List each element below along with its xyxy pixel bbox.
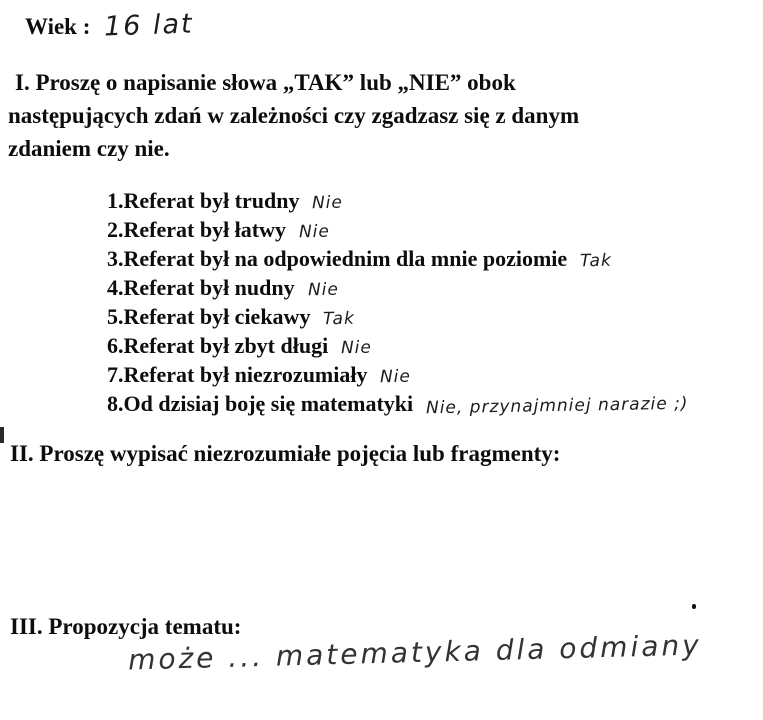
list-item <box>107 215 689 244</box>
item-answer-handwritten: Nie <box>341 337 373 359</box>
list-item <box>107 186 689 215</box>
section2-heading: II. Proszę wypisać niezrozumiałe pojęcia lub fragmenty: <box>10 441 561 466</box>
item-answer-handwritten: Tak <box>323 308 356 330</box>
list-item <box>107 302 689 331</box>
scan-edge-artifact <box>0 427 4 443</box>
list-item <box>107 244 689 273</box>
list-item <box>107 360 689 389</box>
item-label: 3.Referat był na odpowiednim dla mnie poziomie <box>107 246 568 271</box>
section3-answer-handwritten: może ... matematyka dla odmiany <box>127 628 703 677</box>
section1-heading-line: zdaniem czy nie. <box>8 136 170 161</box>
age-label: Wiek : <box>25 14 91 39</box>
item-answer-handwritten: Nie <box>380 366 412 388</box>
age-row <box>25 10 194 41</box>
section1-heading-line: I. Proszę o napisanie słowa „TAK” lub „NIE” obok <box>15 70 516 95</box>
item-label: 5.Referat był ciekawy <box>107 304 311 329</box>
section3-heading: III. Propozycja tematu: <box>10 614 242 639</box>
ink-speck <box>692 604 696 609</box>
item-answer-handwritten: Nie <box>312 192 344 214</box>
item-answer-handwritten: Nie, przynajmniej narazie ;) <box>425 393 689 419</box>
item-label: 6.Referat był zbyt długi <box>107 333 329 358</box>
item-answer-handwritten: Tak <box>579 250 613 272</box>
questionnaire-list <box>107 186 689 418</box>
list-item <box>107 331 689 360</box>
age-value-handwritten: 16 lat <box>103 8 195 43</box>
item-label: 8.Od dzisiaj boję się matematyki <box>107 391 414 416</box>
item-answer-handwritten: Nie <box>298 221 331 243</box>
item-answer-handwritten: Nie <box>307 279 339 301</box>
section1-heading-line: następujących zdań w zależności czy zgadzasz się z danym <box>8 103 580 128</box>
list-item <box>107 273 689 302</box>
item-label: 1.Referat był trudny <box>107 188 300 213</box>
item-label: 2.Referat był łatwy <box>107 217 287 242</box>
section1-heading <box>8 66 579 165</box>
list-item <box>107 389 689 418</box>
item-label: 7.Referat był niezrozumiały <box>107 362 368 387</box>
item-label: 4.Referat był nudny <box>107 275 295 300</box>
